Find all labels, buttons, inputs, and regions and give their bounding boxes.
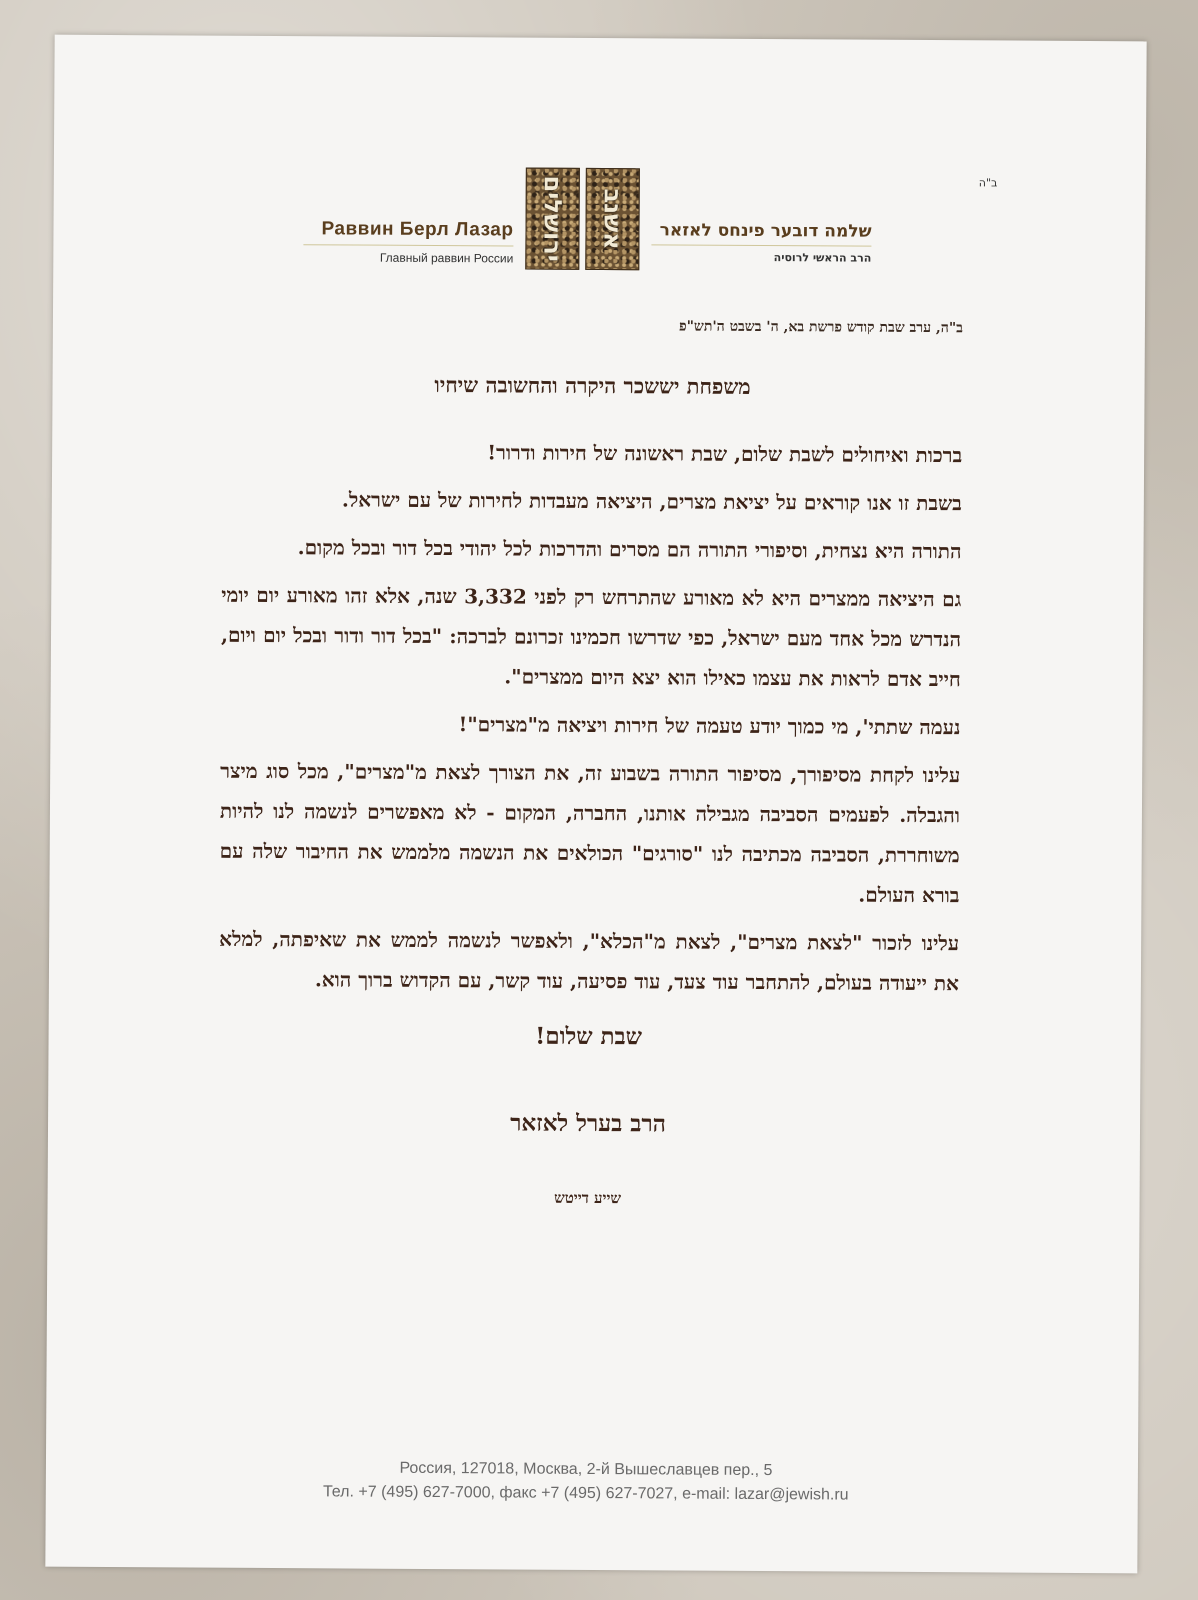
stone-tiles-logo-icon — [525, 168, 640, 269]
paragraph: נעמה שתתי', מי כמוך יודע טעמה של חירות ויציאה מ"מצרים"! — [458, 712, 961, 740]
paragraph: עלינו לקחת מסיפורך, מסיפור התורה בשבוע זה, את הצורך לצאת מ"מצרים", מכל סוג מיצר והגבלה. לפעמים הסביבה מגבילה אותנו, החברה, המקום - לא מאפשרים לנשמה לנו להיות משוחררת, הסביבה מכתיבה לנו "סורגים" הכולאים את הנשמה מלממש את החיבור שלה עם בורא העולם. — [219, 758, 961, 908]
rabbi-name-hebrew: שלמה דובער פינחס לאזאר — [651, 220, 871, 246]
logo-tile-right — [585, 168, 640, 270]
letter-sheet — [45, 35, 1146, 1574]
letter-date: ב"ה, ערב שבת קודש פרשת בא, ה' בשבט ה'תש"פ — [678, 318, 963, 337]
rabbi-title-russian: Главный раввин России — [379, 250, 514, 266]
salutation: משפחת יששכר היקרה והחשובה שיחיו — [434, 372, 751, 399]
letter-body — [218, 316, 963, 1211]
paragraph: בשבת זו אנו קוראים על יציאת מצרים, היציאה מעבדות לחירות של עם ישראל. — [341, 487, 962, 516]
logo-word-right: אשנב — [598, 188, 627, 250]
rabbi-name-russian: Раввин Берл Лазар — [303, 218, 513, 246]
footer-address: Россия, 127018, Москва, 2-й Вышеславцев пер., 5 — [399, 1459, 773, 1480]
letterhead-hebrew — [651, 220, 871, 264]
signature: הרב בערל לאזאר — [510, 1109, 667, 1138]
rabbi-title-hebrew: הרב הראשי לרוסיה — [773, 251, 872, 265]
bh-mark: ב"ה — [978, 176, 998, 190]
footer-contacts: Тел. +7 (495) 627-7000, факс +7 (495) 627-7027, e-mail: lazar@jewish.ru — [322, 1483, 849, 1504]
paragraph: ברכות ואיחולים לשבת שלום, שבת ראשונה של חירות ודרור! — [487, 440, 963, 468]
footer — [196, 1456, 976, 1509]
paragraph: גם היציאה ממצרים היא לא מאורע שהתרחש רק לפני 3,332 שנה, אלא זהו מאורע יום יומי הנדרש מכל אחד מעם ישראל, כפי שדרשו חכמינו זכרונם לברכה: "בכל דור ודור ובכל יום ויום, חייב אדם לראות את עצמו כאילו הוא יצא היום ממצרים". — [220, 582, 962, 692]
closing-greeting: שבת שלום! — [535, 1022, 643, 1051]
letterhead-russian — [303, 218, 513, 265]
logo-tile-left — [525, 168, 580, 270]
secondary-signature: שייע דייטש — [554, 1188, 622, 1208]
logo-word-left: ירושלים — [538, 175, 567, 262]
paragraph: התורה היא נצחית, וסיפורי התורה הם מסרים והדרכות לכל יהודי בכל דור ובכל מקום. — [297, 535, 962, 564]
paragraph: עלינו לזכור "לצאת מצרים", לצאת מ"הכלא", ולאפשר לנשמה לממש את שאיפתה, למלא את ייעודה בעולם, להתחבר עוד צעד, עוד פסיעה, עוד קשר, עם הקדוש ברוך הוא. — [219, 926, 960, 996]
